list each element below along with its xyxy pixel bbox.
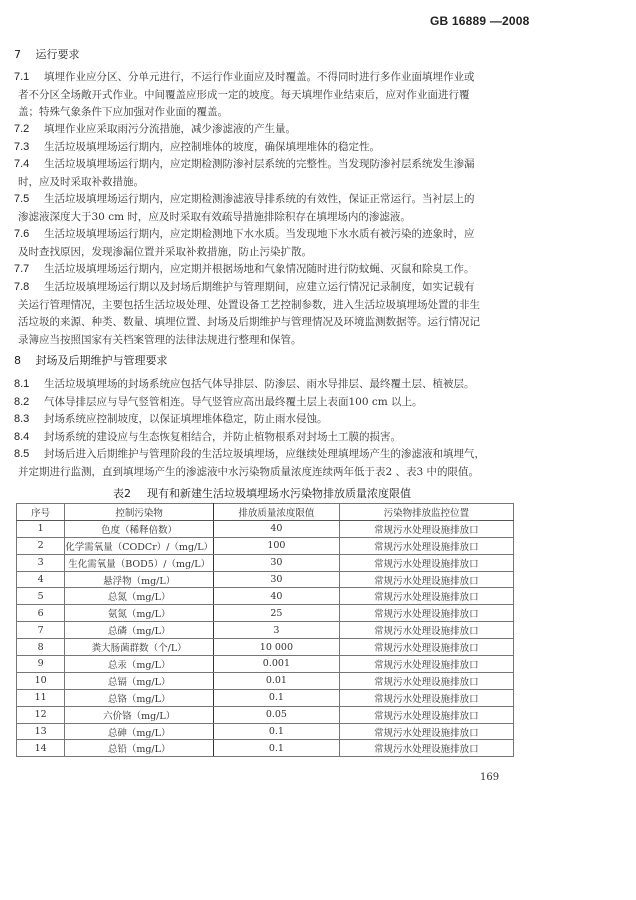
cell-index: 1	[17, 520, 65, 537]
table-row	[17, 689, 514, 706]
cell-location: 常规污水处理设施排放口	[339, 571, 513, 588]
cell-index: 7	[17, 622, 65, 639]
clause-7-7	[14, 261, 514, 279]
cell-index: 4	[17, 571, 65, 588]
cell-pollutant: 生化需氧量（BOD5）/（mg/L）	[65, 554, 214, 571]
col-header-location: 污染物排放监控位置	[339, 504, 513, 521]
clause-text: 封场系统应控制坡度，以保证填埋堆体稳定，防止雨水侵蚀。	[44, 413, 328, 425]
clause-8-1	[14, 376, 514, 394]
table-label: 表2	[113, 487, 131, 500]
table-row	[17, 588, 514, 605]
cell-limit: 10 000	[214, 639, 340, 656]
emission-limits-table	[16, 503, 514, 757]
table-row	[17, 571, 514, 588]
cell-index: 9	[17, 656, 65, 673]
cell-limit: 0.1	[214, 740, 340, 757]
cell-pollutant: 总铬（mg/L）	[65, 689, 214, 706]
section-7-heading	[14, 46, 80, 62]
table-row	[17, 740, 514, 757]
section-number: 8	[14, 354, 21, 367]
cell-pollutant: 总铅（mg/L）	[65, 740, 214, 757]
cell-location: 常规污水处理设施排放口	[339, 639, 513, 656]
clause-text: 关运行管理情况，主要包括生活垃圾处理、处置设备工艺控制参数，进入生活垃圾填埋场处置的非生	[18, 298, 480, 311]
cell-location: 常规污水处理设施排放口	[339, 554, 513, 571]
cell-location: 常规污水处理设施排放口	[339, 605, 513, 622]
clause-number: 8.5	[14, 448, 30, 460]
cell-index: 3	[17, 554, 65, 571]
cell-index: 5	[17, 588, 65, 605]
table-row	[17, 605, 514, 622]
cell-pollutant: 总氮（mg/L）	[65, 588, 214, 605]
cell-pollutant: 色度（稀释倍数）	[65, 520, 214, 537]
cell-pollutant: 总磷（mg/L）	[65, 622, 214, 639]
table-header-row	[17, 504, 514, 521]
cell-limit: 40	[214, 520, 340, 537]
clause-number: 7.4	[14, 158, 30, 170]
clause-text: 录簿应当按照国家有关档案管理的法律法规进行整理和保管。	[18, 333, 302, 346]
cell-index: 13	[17, 723, 65, 740]
clause-text: 填埋作业应采取雨污分流措施，减少渗滤液的产生量。	[44, 123, 296, 135]
cell-location: 常规污水处理设施排放口	[339, 740, 513, 757]
cell-pollutant: 悬浮物（mg/L）	[65, 571, 214, 588]
cell-location: 常规污水处理设施排放口	[339, 689, 513, 706]
clause-text: 生活垃圾填埋场运行期以及封场后期维护与管理期间，应建立运行情况记录制度，如实记载有	[44, 281, 475, 293]
cell-location: 常规污水处理设施排放口	[339, 723, 513, 740]
cell-limit: 40	[214, 588, 340, 605]
cell-limit: 0.05	[214, 706, 340, 723]
section-number: 7	[14, 48, 21, 61]
table-row	[17, 723, 514, 740]
table-row	[17, 639, 514, 656]
clause-text: 盖；特殊气象条件下应加强对作业面的覆盖。	[18, 106, 228, 118]
cell-pollutant: 总汞（mg/L）	[65, 656, 214, 673]
cell-limit: 0.1	[214, 723, 340, 740]
clause-7-2	[14, 121, 514, 139]
cell-index: 12	[17, 706, 65, 723]
clause-7-3	[14, 139, 514, 157]
cell-limit: 30	[214, 571, 340, 588]
clause-text: 生活垃圾填埋场运行期内，应定期检测防渗衬层系统的完整性。当发现防渗衬层系统发生渗漏	[44, 158, 475, 170]
table-row	[17, 537, 514, 554]
cell-pollutant: 化学需氧量（CODCr）/（mg/L）	[65, 537, 214, 554]
cell-limit: 0.1	[214, 689, 340, 706]
col-header-limit: 排放质量浓度限值	[214, 504, 340, 521]
clause-7-5	[14, 191, 514, 226]
clause-8-4	[14, 429, 514, 447]
clause-text: 渗滤液深度大于30 cm 时，应及时采取有效疏导措施排除积存在填埋场内的渗滤液。	[18, 210, 411, 223]
cell-index: 14	[17, 740, 65, 757]
clause-7-4	[14, 156, 514, 191]
clause-number: 8.4	[14, 431, 30, 443]
clause-text: 及时查找原因，发现渗漏位置并采取补救措施，防止污染扩散。	[18, 245, 312, 258]
cell-limit: 30	[214, 554, 340, 571]
col-header-pollutant: 控制污染物	[65, 504, 214, 521]
clause-text: 气体导排层应与导气竖管相连。导气竖管应高出最终覆土层上表面100 cm 以上。	[44, 396, 423, 408]
cell-index: 2	[17, 537, 65, 554]
cell-location: 常规污水处理设施排放口	[339, 588, 513, 605]
table-row	[17, 554, 514, 571]
cell-location: 常规污水处理设施排放口	[339, 622, 513, 639]
clause-number: 7.7	[14, 263, 30, 275]
col-header-index: 序号	[17, 504, 65, 521]
clause-text: 封场后进入后期维护与管理阶段的生活垃圾填埋场，应继续处理填埋场产生的渗滤液和填埋气，	[44, 448, 485, 460]
clause-number: 7.2	[14, 123, 30, 135]
clause-number: 7.6	[14, 228, 30, 240]
clause-text: 填埋作业应分区、分单元进行，不运行作业面应及时覆盖。不得同时进行多作业面填埋作业或	[44, 71, 475, 83]
cell-limit: 100	[214, 537, 340, 554]
standard-code-header: GB 16889 —2008	[430, 14, 530, 28]
clause-7-6	[14, 226, 514, 261]
section-8-heading	[14, 352, 168, 368]
cell-index: 6	[17, 605, 65, 622]
clause-text: 生活垃圾填埋场运行期内，应定期并根据场地和气象情况随时进行防蚊蝇、灭鼠和除臭工作。	[44, 263, 475, 275]
table-row	[17, 656, 514, 673]
cell-limit: 3	[214, 622, 340, 639]
cell-limit: 25	[214, 605, 340, 622]
clause-number: 7.8	[14, 281, 30, 293]
clause-number: 8.1	[14, 378, 30, 390]
cell-index: 8	[17, 639, 65, 656]
cell-pollutant: 总镉（mg/L）	[65, 672, 214, 689]
cell-location: 常规污水处理设施排放口	[339, 537, 513, 554]
clause-number: 7.5	[14, 193, 30, 205]
table-title: 现有和新建生活垃圾填埋场水污染物排放质量浓度限值	[147, 487, 411, 500]
clause-text: 生活垃圾填埋场的封场系统应包括气体导排层、防渗层、雨水导排层、最终覆土层、植被层。	[44, 378, 475, 390]
section-title: 运行要求	[35, 48, 80, 61]
clause-text: 封场系统的建设应与生态恢复相结合，并防止植物根系对封场土工膜的损害。	[44, 431, 401, 443]
clause-8-5	[14, 446, 514, 481]
clause-number: 7.1	[14, 71, 30, 83]
cell-index: 10	[17, 672, 65, 689]
cell-limit: 0.001	[214, 656, 340, 673]
table-row	[17, 622, 514, 639]
clause-8-2	[14, 394, 514, 412]
cell-pollutant: 六价铬（mg/L）	[65, 706, 214, 723]
page-number: 169	[480, 772, 500, 783]
clause-text: 并定期进行监测，直到填埋场产生的渗滤液中水污染物质量浓度连续两年低于表2 、表3 中的限值。	[18, 465, 480, 478]
cell-location: 常规污水处理设施排放口	[339, 520, 513, 537]
clause-7-1	[14, 69, 514, 122]
table-row	[17, 706, 514, 723]
clause-text: 生活垃圾填埋场运行期内，应控制堆体的坡度，确保填埋堆体的稳定性。	[44, 141, 380, 153]
clause-text: 生活垃圾填埋场运行期内，应定期检测地下水水质。当发现地下水水质有被污染的迹象时，应	[44, 228, 475, 240]
table-row	[17, 672, 514, 689]
cell-pollutant: 总砷（mg/L）	[65, 723, 214, 740]
cell-pollutant: 粪大肠菌群数（个/L）	[65, 639, 214, 656]
clause-text: 活垃圾的来源、种类、数量、填埋位置、封场及后期维护与管理情况及环境监测数据等。运行情况记	[18, 316, 480, 328]
cell-location: 常规污水处理设施排放口	[339, 672, 513, 689]
clause-number: 7.3	[14, 141, 30, 153]
clause-number: 8.2	[14, 396, 30, 408]
table-row	[17, 520, 514, 537]
cell-pollutant: 氨氮（mg/L）	[65, 605, 214, 622]
cell-location: 常规污水处理设施排放口	[339, 656, 513, 673]
clause-7-8	[14, 279, 514, 349]
cell-limit: 0.01	[214, 672, 340, 689]
section-title: 封场及后期维护与管理要求	[35, 354, 168, 367]
clause-text: 时，应及时采取补救措施。	[18, 175, 144, 188]
clause-text: 者不分区全场敞开式作业。中间覆盖应形成一定的坡度。每天填埋作业结束后，应对作业面进行覆	[18, 88, 470, 101]
clause-text: 生活垃圾填埋场运行期内，应定期检测渗滤液导排系统的有效性，保证正常运行。当衬层上的	[44, 193, 475, 205]
clause-number: 8.3	[14, 413, 30, 425]
clause-8-3	[14, 411, 514, 429]
cell-location: 常规污水处理设施排放口	[339, 706, 513, 723]
cell-index: 11	[17, 689, 65, 706]
